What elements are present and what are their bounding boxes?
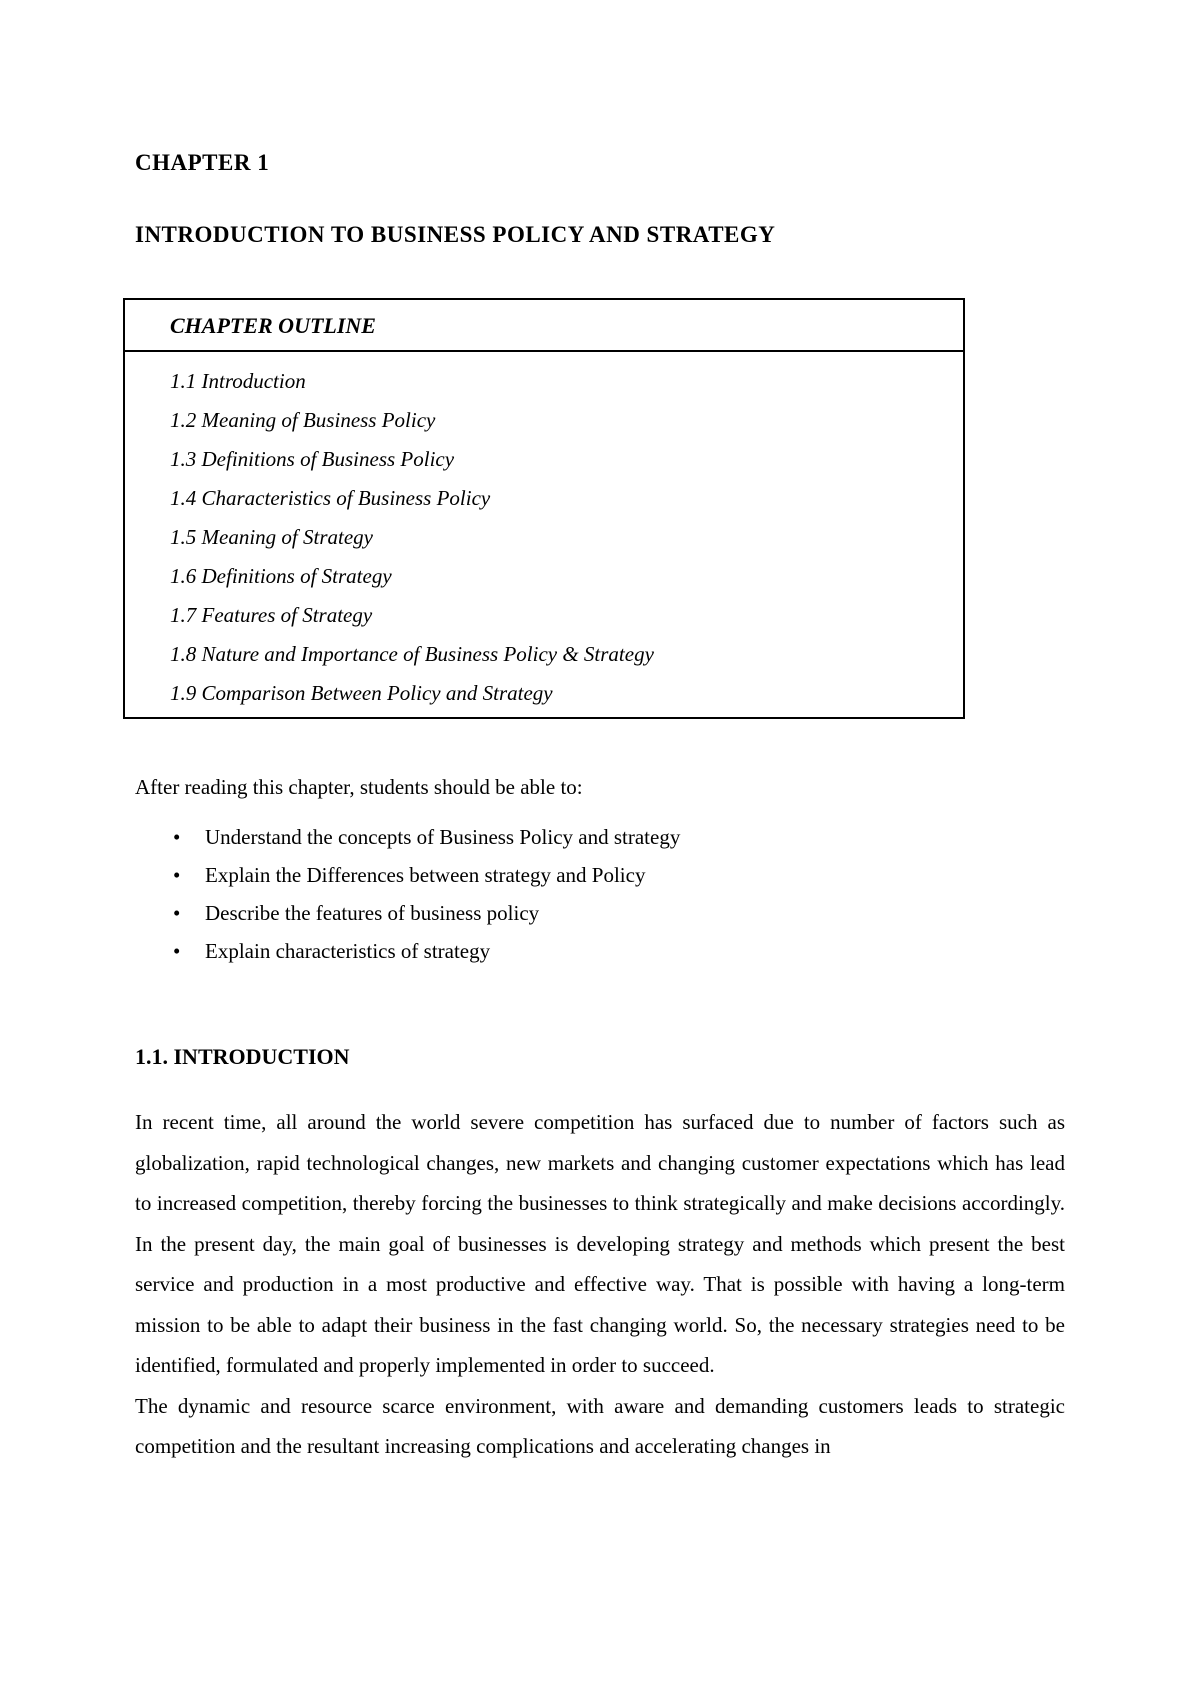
chapter-outline-list xyxy=(125,352,963,717)
chapter-outline-header: CHAPTER OUTLINE xyxy=(125,300,963,352)
chapter-label: CHAPTER 1 xyxy=(135,150,270,175)
objectives-list xyxy=(135,818,1065,970)
objective-item xyxy=(135,856,1065,894)
body-paragraph: In recent time, all around the world severe competition has surfaced due to number of factors such as globalization, rapid technological changes, new markets and changing customer expectations which has lead to increased competition, thereby forcing the businesses to think strategically and make decisions accordingly. In the present day, the main goal of businesses is developing strategy and methods which present the best service and production in a most productive and effective way. That is possible with having a long-term mission to be able to adapt their business in the fast changing world. So, the necessary strategies need to be identified, formulated and properly implemented in order to succeed. xyxy=(135,1110,1065,1377)
body-paragraph: The dynamic and resource scarce environment, with aware and demanding customers leads to strategic competition and the resultant increasing complications and accelerating changes in xyxy=(135,1393,1065,1458)
objective-item-label: Explain the Differences between strategy and Policy xyxy=(205,863,646,887)
outline-item: 1.5 Meaning of Strategy xyxy=(170,525,373,549)
bullet-icon: • xyxy=(173,863,181,887)
objective-item xyxy=(135,818,1065,856)
outline-item: 1.9 Comparison Between Policy and Strategy xyxy=(170,681,553,705)
outline-item: 1.7 Features of Strategy xyxy=(170,603,373,627)
chapter-title: INTRODUCTION TO BUSINESS POLICY AND STRATEGY xyxy=(135,222,776,247)
objective-item-label: Understand the concepts of Business Policy and strategy xyxy=(205,825,681,849)
outline-item: 1.8 Nature and Importance of Business Policy & Strategy xyxy=(170,642,654,666)
objective-item xyxy=(135,894,1065,932)
objectives-intro-text: After reading this chapter, students should be able to: xyxy=(135,775,583,799)
objective-item xyxy=(135,932,1065,970)
bullet-icon: • xyxy=(173,939,181,963)
outline-item: 1.4 Characteristics of Business Policy xyxy=(170,486,491,510)
bullet-icon: • xyxy=(173,901,181,925)
objective-item-label: Describe the features of business policy xyxy=(205,901,540,925)
outline-item: 1.3 Definitions of Business Policy xyxy=(170,447,455,471)
outline-item: 1.6 Definitions of Strategy xyxy=(170,564,392,588)
objective-item-label: Explain characteristics of strategy xyxy=(205,939,491,963)
section-heading-introduction: 1.1. INTRODUCTION xyxy=(135,1044,350,1069)
outline-item: 1.1 Introduction xyxy=(170,369,306,393)
chapter-outline-box xyxy=(123,298,965,719)
outline-item: 1.2 Meaning of Business Policy xyxy=(170,408,436,432)
bullet-icon: • xyxy=(173,825,181,849)
